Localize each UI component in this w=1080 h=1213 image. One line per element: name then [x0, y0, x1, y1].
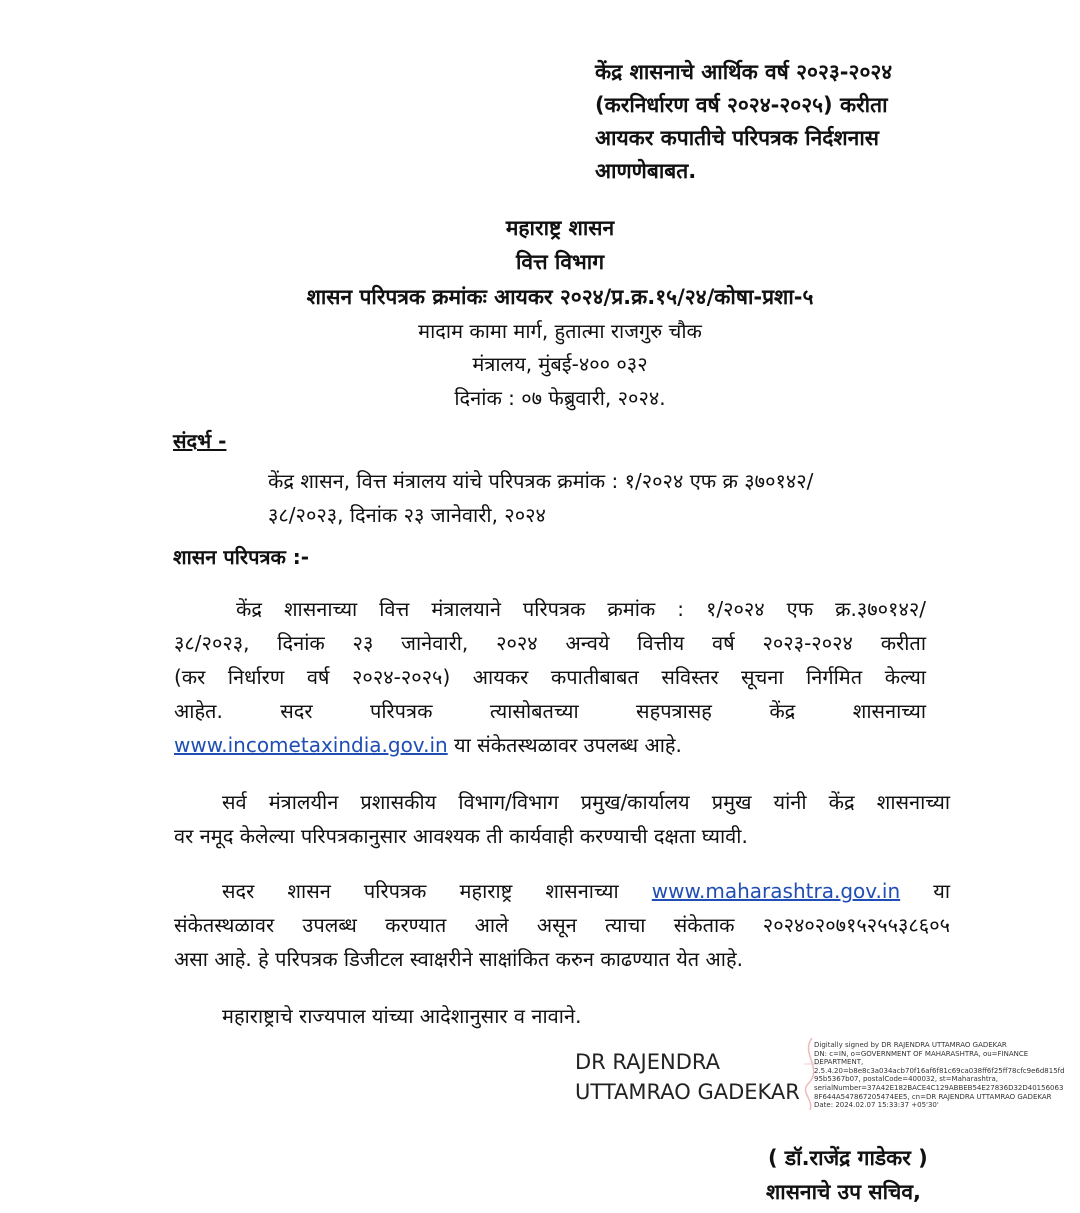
signature-detail-line: 2.5.4.20=b8e8c3a034acb70f16af6f81c69ca038ff6f25ff78cfc9e6d815fd: [814, 1066, 1065, 1075]
signature-detail-line: Digitally signed by DR RAJENDRA UTTAMRAO GADEKAR: [814, 1041, 1007, 1049]
para1-line-4: आहेत. सदर परिपत्रक त्यासोबतच्या सहपत्रासह केंद्र शासनाच्या: [174, 699, 926, 723]
signature-name-line-1: DR RAJENDRA: [575, 1050, 720, 1074]
address-line-1: मादाम कामा मार्ग, हुतात्मा राजगुरु चौक: [418, 319, 702, 343]
paragraph-1: [174, 592, 926, 762]
para1-line-5-text: या संकेतस्थळावर उपलब्ध आहे.: [447, 733, 682, 757]
signature-detail-line: 8F644A547867205474EE5, cn=DR RAJENDRA UTTAMRAO GADEKAR: [814, 1092, 1052, 1101]
circular-number: शासन परिपत्रक क्रमांकः आयकर २०२४/प्र.क्र.१५/२४/कोषा-प्रशा-५: [306, 285, 814, 309]
reference-label: संदर्भ -: [173, 429, 227, 453]
signatory-name: ( डॉ.राजेंद्र गाडेकर ): [768, 1146, 928, 1170]
subject-line-3: आयकर कपातीचे परिपत्रक निर्दशनास: [595, 126, 879, 150]
closing-line: महाराष्ट्राचे राज्यपाल यांच्या आदेशानुसार व नावाने.: [222, 1004, 582, 1028]
para1-line-3: (कर निर्धारण वर्ष २०२४-२०२५) आयकर कपातीबाबत सविस्तर सूचना निर्गमित केल्या: [174, 665, 926, 689]
signature-detail-line: Date: 2024.02.07 15:33:37 +05'30': [814, 1101, 939, 1110]
signatory-designation: शासनाचे उप सचिव,: [766, 1180, 922, 1204]
paragraph-2: [174, 785, 950, 853]
signature-detail-line: DN: c=IN, o=GOVERNMENT OF MAHARASHTRA, ou=FINANCE: [814, 1049, 1029, 1058]
address-line-2: मंत्रालय, मुंबई-४०० ०३२: [472, 352, 648, 376]
para3-line-2: संकेतस्थळावर उपलब्ध करण्यात आले असून त्याचा संकेताक २०२४०२०७१५२५५३८६०५: [174, 913, 950, 937]
para3-line-1-text: सदर शासन परिपत्रक महाराष्ट्र शासनाच्या: [222, 879, 619, 903]
para1-line-1: केंद्र शासनाच्या वित्त मंत्रालयाने परिपत्रक क्रमांक : १/२०२४ एफ क्र.३७०१४२/: [236, 597, 926, 621]
para3-line-1-end: या: [933, 879, 951, 903]
circular-label: शासन परिपत्रक :-: [173, 545, 310, 569]
para3-line-3: असा आहे. हे परिपत्रक डिजीटल स्वाक्षरीने साक्षांकित करुन काढण्यात येत आहे.: [174, 947, 743, 971]
para3-line-1: [174, 874, 950, 908]
signature-detail-line: DEPARTMENT,: [814, 1058, 864, 1067]
reference-line-1: केंद्र शासन, वित्त मंत्रालय यांचे परिपत्रक क्रमांक : १/२०२४ एफ क्र ३७०१४२/: [268, 469, 814, 493]
signature-detail-line: serialNumber=37A42E182BACE4C129ABBEB54E27836D32D40156063: [814, 1083, 1064, 1092]
maharashtra-link[interactable]: www.maharashtra.gov.in: [651, 879, 901, 903]
signature-detail-line: 95b5367b07, postalCode=400032, st=Maharashtra,: [814, 1075, 998, 1084]
paragraph-3: [174, 874, 950, 976]
para1-line-5: [174, 728, 926, 762]
para1-line-2: ३८/२०२३, दिनांक २३ जानेवारी, २०२४ अन्वये वित्तीय वर्ष २०२३-२०२४ करीता: [174, 631, 926, 655]
incometax-link[interactable]: www.incometaxindia.gov.in: [174, 733, 448, 757]
para2-line-1: सर्व मंत्रालयीन प्रशासकीय विभाग/विभाग प्रमुख/कार्यालय प्रमुख यांनी केंद्र शासनाच्या: [222, 790, 950, 814]
subject-line-4: आणणेबाबत.: [595, 159, 697, 183]
subject-block: [595, 56, 892, 188]
circular-date: दिनांक : ०७ फेब्रुवारी, २०२४.: [454, 386, 666, 410]
digital-signature-details: [814, 1041, 1065, 1110]
reference-line-2: ३८/२०२३, दिनांक २३ जानेवारी, २०२४: [268, 503, 546, 527]
subject-line-1: केंद्र शासनाचे आर्थिक वर्ष २०२३-२०२४: [595, 60, 893, 84]
department-heading: वित्त विभाग: [515, 250, 605, 274]
para2-line-2: वर नमूद केलेल्या परिपत्रकानुसार आवश्यक ती कार्यवाही करण्याची दक्षता घ्यावी.: [174, 824, 748, 848]
digital-signature-name: [575, 1047, 800, 1107]
subject-line-2: (करनिर्धारण वर्ष २०२४-२०२५) करीता: [595, 93, 888, 117]
signature-name-line-2: UTTAMRAO GADEKAR: [575, 1080, 800, 1104]
government-heading: महाराष्ट्र शासन: [505, 216, 615, 240]
